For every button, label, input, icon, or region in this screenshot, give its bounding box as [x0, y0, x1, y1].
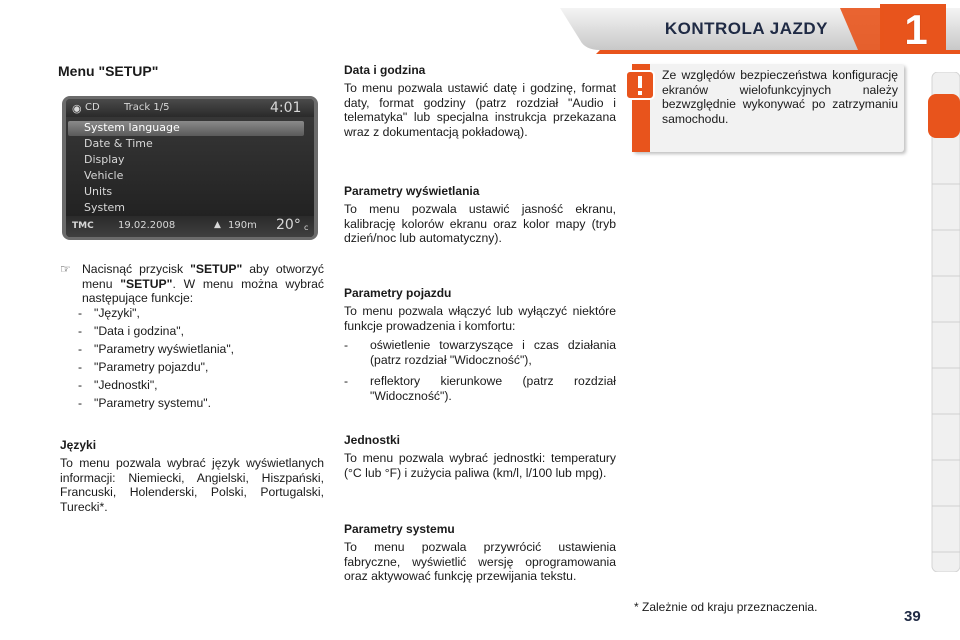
screen-item-vehicle: Vehicle: [84, 169, 124, 182]
screen-temperature: 20°: [276, 217, 301, 233]
jednostki-text: To menu pozwala wybrać jednostki: temperatury (°C lub °F) i zużycia paliwa (km/l, l/100 lub mpg).: [344, 451, 616, 480]
jezyki-heading: Języki: [60, 438, 97, 452]
chapter-number: 1: [904, 6, 928, 53]
systemu-text: To menu pozwala przywrócić ustawienia fabryczne, wyświetlić wersję oprogramowania oraz aktywować funkcję przewijania tekstu.: [344, 540, 616, 584]
pojazdu-item: oświetlenie towarzyszące i czas działania (patrz rozdział "Widoczność"),: [370, 338, 616, 367]
warning-text: Ze względów bezpieczeństwa konfigurację ekranów wielofunkcyjnych należy bezwzględnie wykonywać po zatrzymaniu samochodu.: [662, 68, 898, 126]
screen-temp-unit: c: [304, 223, 309, 232]
pointer-icon: ☞: [60, 262, 71, 276]
pojazdu-item: reflektory kierunkowe (patrz rozdział "Widoczność").: [370, 374, 616, 403]
function-item: "Data i godzina",: [94, 324, 184, 338]
function-item: "Parametry pojazdu",: [94, 360, 209, 374]
function-dash: -: [78, 306, 83, 320]
disc-icon: ◉: [72, 102, 82, 115]
screen-tmc: TMC: [72, 221, 94, 231]
function-dash: -: [78, 396, 83, 410]
function-item: "Parametry wyświetlania",: [94, 342, 235, 356]
screen-distance: 190m: [228, 220, 257, 231]
function-dash: -: [78, 342, 83, 356]
function-item: "Parametry systemu".: [94, 396, 212, 410]
systemu-heading: Parametry systemu: [344, 522, 455, 536]
setup-screen-image: [62, 96, 318, 240]
screen-item-system-language: System language: [84, 121, 180, 134]
pojazdu-text: To menu pozwala włączyć lub wyłączyć niektóre funkcje prowadzenia i komfortu:: [344, 304, 616, 333]
chapter-title: KONTROLA JAZDY: [664, 19, 828, 38]
jezyki-text: To menu pozwala wybrać język wyświetlanych informacji: Niemiecki, Angielski, Hiszpański, Francuski, Holenderski, Polski, Portugalski, Turecki*.: [60, 456, 324, 514]
screen-track: Track 1/5: [124, 102, 170, 113]
pojazdu-dash: -: [344, 338, 349, 352]
function-item: "Języki",: [94, 306, 140, 320]
section-title: Menu "SETUP": [58, 63, 159, 79]
screen-clock: 4:01: [270, 100, 302, 116]
function-dash: -: [78, 378, 83, 392]
pojazdu-dash: -: [344, 374, 349, 388]
screen-source: CD: [85, 102, 100, 113]
pojazdu-heading: Parametry pojazdu: [344, 286, 452, 300]
screen-item-system: System: [84, 201, 126, 214]
screen-item-date-time: Date & Time: [84, 137, 153, 150]
footnote: * Zależnie od kraju przeznaczenia.: [634, 600, 818, 614]
wyswietlania-text: To menu pozwala ustawić jasność ekranu, kalibrację kolorów ekranu oraz kolor mapy (tryb dzień/noc lub automatyczny).: [344, 202, 616, 246]
screen-item-display: Display: [84, 153, 125, 166]
function-item: "Jednostki",: [94, 378, 158, 392]
screen-item-units: Units: [84, 185, 113, 198]
screen-date: 19.02.2008: [118, 220, 176, 231]
setup-intro: Nacisnąć przycisk "SETUP" aby otworzyć menu "SETUP". W menu można wybrać następujące funkcje:: [82, 262, 325, 306]
chapter-tabs[interactable]: [928, 72, 960, 572]
function-dash: -: [78, 324, 83, 338]
wyswietlania-heading: Parametry wyświetlania: [344, 184, 480, 198]
jednostki-heading: Jednostki: [344, 433, 401, 447]
data-godzina-text: To menu pozwala ustawić datę i godzinę, format daty, format godziny (patrz rozdział "Audio i telematyka" lub specjalna instrukcja przekazana wraz z dokumentacją pokładową).: [344, 81, 616, 139]
data-godzina-heading: Data i godzina: [344, 63, 426, 77]
road-icon: ▲: [214, 220, 221, 230]
page-number: 39: [904, 608, 921, 625]
exclamation-icon: [624, 70, 656, 100]
function-dash: -: [78, 360, 83, 374]
